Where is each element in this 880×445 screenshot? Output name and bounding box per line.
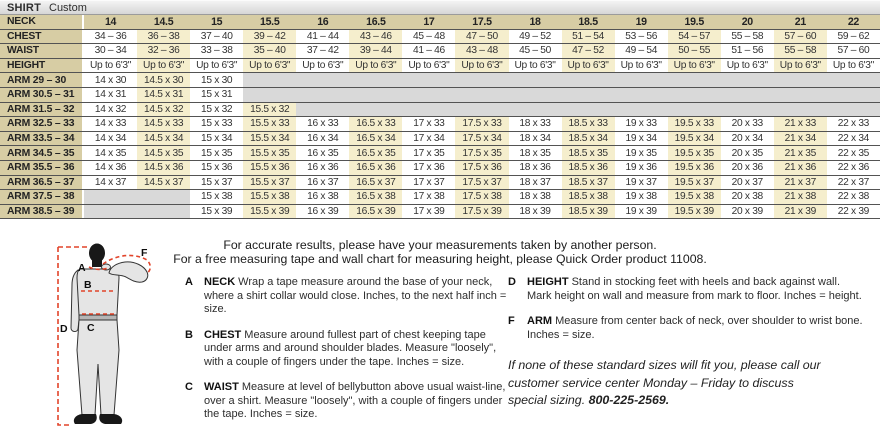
size-row <box>0 30 880 45</box>
size-cell <box>455 73 508 87</box>
instruction-height <box>508 276 864 303</box>
size-cell: 20 x 38 <box>721 190 774 204</box>
chart-subtitle: Custom <box>49 1 87 14</box>
instruction-term: HEIGHT <box>527 276 569 288</box>
row-label: ARM 31.5 – 32 <box>0 103 84 117</box>
row-label: HEIGHT <box>0 59 84 73</box>
size-cell: 21 x 36 <box>774 161 827 175</box>
instruction-text: Measure from center back of neck, over shoulder to wrist bone. Inches = size. <box>527 315 863 341</box>
size-cell <box>668 73 721 87</box>
instructions-column-1 <box>185 276 507 434</box>
size-cell: 18.5 x 36 <box>562 161 615 175</box>
size-cell: 17 x 38 <box>402 190 455 204</box>
size-row <box>0 88 880 103</box>
neck-size-header: 21 <box>774 15 827 29</box>
size-cell: 14 x 36 <box>84 161 137 175</box>
intro-line-1: For accurate results, please have your measurements taken by another person. <box>223 238 657 252</box>
size-cell: 14 x 31 <box>84 88 137 102</box>
size-cell: 16.5 x 36 <box>349 161 402 175</box>
size-cell: Up to 6'3" <box>349 59 402 73</box>
size-cell: Up to 6'3" <box>402 59 455 73</box>
size-cell: 16.5 x 38 <box>349 190 402 204</box>
size-cell: 21 x 33 <box>774 117 827 131</box>
instructions-column-2 <box>508 276 864 410</box>
size-row <box>0 44 880 59</box>
size-cell: 54 – 57 <box>668 30 721 44</box>
size-cell: Up to 6'3" <box>296 59 349 73</box>
size-cell: 14 x 34 <box>84 132 137 146</box>
figure-head <box>89 244 105 263</box>
size-cell: Up to 6'3" <box>190 59 243 73</box>
size-cell: 17.5 x 37 <box>455 176 508 190</box>
size-cell: 17.5 x 35 <box>455 146 508 160</box>
chart-title: SHIRT <box>7 1 41 14</box>
size-cell: 18 x 38 <box>509 190 562 204</box>
size-cell: 50 – 55 <box>668 44 721 58</box>
size-cell: 43 – 46 <box>349 30 402 44</box>
size-row <box>0 59 880 74</box>
instruction-waist <box>185 381 507 422</box>
size-cell: 14.5 x 30 <box>137 73 190 87</box>
size-cell: Up to 6'3" <box>615 59 668 73</box>
size-cell: 17.5 x 36 <box>455 161 508 175</box>
size-cell: 15.5 x 32 <box>243 103 296 117</box>
size-row <box>0 161 880 176</box>
size-cell: 47 – 52 <box>562 44 615 58</box>
size-cell: 39 – 44 <box>349 44 402 58</box>
size-cell: 16 x 39 <box>296 205 349 219</box>
size-cell <box>349 73 402 87</box>
size-cell: 55 – 58 <box>721 30 774 44</box>
size-cell: 18.5 x 33 <box>562 117 615 131</box>
size-cell: 33 – 38 <box>190 44 243 58</box>
size-cell: 15 x 37 <box>190 176 243 190</box>
size-cell: 22 x 38 <box>827 190 880 204</box>
size-cell: 21 x 35 <box>774 146 827 160</box>
size-cell <box>562 73 615 87</box>
size-cell: 19 x 39 <box>615 205 668 219</box>
neck-size-header: 14.5 <box>137 15 190 29</box>
size-cell: 19 x 37 <box>615 176 668 190</box>
row-label: ARM 34.5 – 35 <box>0 146 84 160</box>
size-cell: 21 x 37 <box>774 176 827 190</box>
size-cell <box>296 73 349 87</box>
size-cell: 15 x 31 <box>190 88 243 102</box>
size-cell: 55 – 58 <box>774 44 827 58</box>
size-cell: 19.5 x 36 <box>668 161 721 175</box>
size-cell: 14 x 30 <box>84 73 137 87</box>
size-cell <box>349 103 402 117</box>
size-cell: 18.5 x 37 <box>562 176 615 190</box>
instruction-text: Measure at level of bellybutton above usual waist-line, over a shirt. Measure "loosely", with a couple of fingers under the tape. Inches = size. <box>204 381 506 420</box>
size-cell <box>721 88 774 102</box>
size-cell: 20 x 33 <box>721 117 774 131</box>
size-cell: 16.5 x 34 <box>349 132 402 146</box>
size-cell <box>668 103 721 117</box>
row-label: CHEST <box>0 30 84 44</box>
neck-size-header: 17.5 <box>455 15 508 29</box>
measurement-figure <box>45 242 180 442</box>
size-cell <box>827 88 880 102</box>
size-cell <box>827 103 880 117</box>
size-cell <box>402 73 455 87</box>
size-cell: 21 x 39 <box>774 205 827 219</box>
size-cell: 51 – 54 <box>562 30 615 44</box>
instruction-term: WAIST <box>204 381 239 393</box>
size-cell: 22 x 34 <box>827 132 880 146</box>
size-cell <box>615 88 668 102</box>
size-cell: 15 x 39 <box>190 205 243 219</box>
size-cell <box>668 88 721 102</box>
size-cell: 18 x 35 <box>509 146 562 160</box>
note-line-1: If none of these standard sizes will fit you, please call our <box>508 358 821 372</box>
size-cell: 18 x 36 <box>509 161 562 175</box>
size-cell <box>774 88 827 102</box>
size-cell: 15 x 32 <box>190 103 243 117</box>
figure-illustration <box>45 242 180 442</box>
neck-size-header: 19 <box>615 15 668 29</box>
size-cell: 17 x 37 <box>402 176 455 190</box>
instruction-letter: A <box>185 276 193 288</box>
size-cell: 16 x 37 <box>296 176 349 190</box>
size-cell: 41 – 44 <box>296 30 349 44</box>
size-cell: 49 – 52 <box>509 30 562 44</box>
figure-label-c: C <box>87 322 95 334</box>
size-cell: 17 x 33 <box>402 117 455 131</box>
size-cell: 19 x 36 <box>615 161 668 175</box>
row-label: ARM 36.5 – 37 <box>0 176 84 190</box>
size-cell: 22 x 37 <box>827 176 880 190</box>
size-cell: 14 x 32 <box>84 103 137 117</box>
figure-label-f: F <box>141 247 148 259</box>
size-cell: 19.5 x 37 <box>668 176 721 190</box>
size-cell: 19 x 38 <box>615 190 668 204</box>
size-cell: 17.5 x 34 <box>455 132 508 146</box>
size-cell: 18.5 x 34 <box>562 132 615 146</box>
size-cell: 19.5 x 33 <box>668 117 721 131</box>
size-cell: 21 x 38 <box>774 190 827 204</box>
size-cell: 17 x 39 <box>402 205 455 219</box>
size-cell <box>509 88 562 102</box>
size-cell: 49 – 54 <box>615 44 668 58</box>
instruction-text: Wrap a tape measure around the base of your neck, where a shirt collar would close. Inches, to the next half inch = size. <box>204 276 507 315</box>
size-row <box>0 132 880 147</box>
size-cell: 32 – 36 <box>137 44 190 58</box>
size-cell: 16.5 x 33 <box>349 117 402 131</box>
size-cell: 15 x 36 <box>190 161 243 175</box>
size-cell: 15 x 34 <box>190 132 243 146</box>
size-cell: 34 – 36 <box>84 30 137 44</box>
size-cell: 15 x 33 <box>190 117 243 131</box>
size-cell: 16 x 35 <box>296 146 349 160</box>
special-sizing-note <box>508 357 864 410</box>
size-cell <box>615 73 668 87</box>
size-cell <box>615 103 668 117</box>
size-cell: 20 x 37 <box>721 176 774 190</box>
size-cell: 15.5 x 36 <box>243 161 296 175</box>
size-cell: 15.5 x 37 <box>243 176 296 190</box>
row-label: ARM 35.5 – 36 <box>0 161 84 175</box>
size-cell: 19.5 x 38 <box>668 190 721 204</box>
size-cell: 19.5 x 39 <box>668 205 721 219</box>
size-cell: 16 x 34 <box>296 132 349 146</box>
size-cell <box>243 88 296 102</box>
size-row <box>0 205 880 220</box>
size-row <box>0 176 880 191</box>
instruction-neck <box>185 276 507 317</box>
size-cell <box>721 103 774 117</box>
instruction-letter: F <box>508 315 515 327</box>
size-cell: 51 – 56 <box>721 44 774 58</box>
size-cell: 14 x 37 <box>84 176 137 190</box>
figure-left-shoe <box>74 414 97 424</box>
instruction-chest <box>185 329 507 370</box>
size-cell: Up to 6'3" <box>774 59 827 73</box>
neck-size-header: 18 <box>509 15 562 29</box>
size-cell: 15 x 30 <box>190 73 243 87</box>
size-row <box>0 73 880 88</box>
size-cell <box>721 73 774 87</box>
size-cell: 19 x 33 <box>615 117 668 131</box>
chart-titlebar <box>0 0 880 15</box>
size-cell: 20 x 39 <box>721 205 774 219</box>
size-cell: 14.5 x 31 <box>137 88 190 102</box>
size-cell: 17.5 x 38 <box>455 190 508 204</box>
size-cell <box>562 88 615 102</box>
size-cell: 16 x 38 <box>296 190 349 204</box>
neck-size-header: 14 <box>84 15 137 29</box>
size-cell: 20 x 35 <box>721 146 774 160</box>
size-cell: 19 x 35 <box>615 146 668 160</box>
instruction-term: NECK <box>204 276 236 288</box>
size-cell: 37 – 42 <box>296 44 349 58</box>
size-cell: 22 x 33 <box>827 117 880 131</box>
size-cell: Up to 6'3" <box>721 59 774 73</box>
figure-label-b: B <box>84 279 92 291</box>
neck-size-header: 22 <box>827 15 880 29</box>
size-cell: 16.5 x 35 <box>349 146 402 160</box>
size-cell: 14.5 x 37 <box>137 176 190 190</box>
instruction-text: Measure around fullest part of chest keeping tape under arms and around shoulder blades. Measure "loosely", with a couple of fingers under the tape. Inches = size. <box>204 328 497 368</box>
note-line-3: special sizing. 800-225-2569. <box>508 393 670 407</box>
size-cell: 22 x 39 <box>827 205 880 219</box>
size-cell <box>137 205 190 219</box>
size-cell: Up to 6'3" <box>509 59 562 73</box>
size-cell: 17 x 36 <box>402 161 455 175</box>
size-row <box>0 117 880 132</box>
row-label: ARM 37.5 – 38 <box>0 190 84 204</box>
instruction-term: CHEST <box>204 328 242 341</box>
size-cell: 14.5 x 35 <box>137 146 190 160</box>
size-cell: Up to 6'3" <box>827 59 880 73</box>
size-cell: 14.5 x 34 <box>137 132 190 146</box>
intro-text <box>140 239 740 266</box>
size-cell: 14.5 x 33 <box>137 117 190 131</box>
size-cell: 36 – 38 <box>137 30 190 44</box>
size-chart-body <box>0 15 880 219</box>
figure-torso <box>77 269 119 315</box>
size-cell: 57 – 60 <box>774 30 827 44</box>
neck-size-header: 15 <box>190 15 243 29</box>
size-cell: 19 x 34 <box>615 132 668 146</box>
size-cell: 43 – 48 <box>455 44 508 58</box>
row-label: ARM 30.5 – 31 <box>0 88 84 102</box>
size-cell: 16.5 x 37 <box>349 176 402 190</box>
size-cell <box>774 103 827 117</box>
size-cell <box>296 103 349 117</box>
size-cell: 45 – 50 <box>509 44 562 58</box>
size-cell <box>402 88 455 102</box>
row-label: ARM 33.5 – 34 <box>0 132 84 146</box>
size-cell: 18 x 33 <box>509 117 562 131</box>
size-cell <box>243 73 296 87</box>
neck-size-header: 16.5 <box>349 15 402 29</box>
figure-label-a: A <box>78 262 86 274</box>
size-cell: 18 x 39 <box>509 205 562 219</box>
size-cell: 47 – 50 <box>455 30 508 44</box>
size-cell: 14.5 x 32 <box>137 103 190 117</box>
instruction-letter: D <box>508 276 516 288</box>
size-cell: 20 x 34 <box>721 132 774 146</box>
figure-right-shoe <box>99 414 122 424</box>
instruction-text: Stand in stocking feet with heels and back against wall. Mark height on wall and measure from mark to floor. Inches = height. <box>527 276 862 302</box>
size-cell: 22 x 36 <box>827 161 880 175</box>
size-cell: 21 x 34 <box>774 132 827 146</box>
size-cell: 41 – 46 <box>402 44 455 58</box>
size-cell: 20 x 36 <box>721 161 774 175</box>
size-cell: 37 – 40 <box>190 30 243 44</box>
neck-header-row <box>0 15 880 30</box>
size-cell: 19.5 x 34 <box>668 132 721 146</box>
row-label: ARM 38.5 – 39 <box>0 205 84 219</box>
instruction-letter: B <box>185 328 193 341</box>
size-cell <box>509 103 562 117</box>
instruction-letter: C <box>185 381 193 393</box>
size-cell: 39 – 42 <box>243 30 296 44</box>
figure-waistband <box>79 315 117 320</box>
size-cell <box>562 103 615 117</box>
size-cell: 15.5 x 34 <box>243 132 296 146</box>
size-cell: 22 x 35 <box>827 146 880 160</box>
size-cell: Up to 6'3" <box>668 59 721 73</box>
size-cell: 14 x 35 <box>84 146 137 160</box>
size-cell: 19.5 x 35 <box>668 146 721 160</box>
size-cell: 17 x 34 <box>402 132 455 146</box>
size-cell: 16 x 36 <box>296 161 349 175</box>
size-cell <box>296 88 349 102</box>
size-cell: Up to 6'3" <box>562 59 615 73</box>
neck-size-header: 19.5 <box>668 15 721 29</box>
instruction-term: ARM <box>527 315 553 327</box>
size-cell: 15 x 38 <box>190 190 243 204</box>
size-cell <box>84 190 137 204</box>
size-cell: 16 x 33 <box>296 117 349 131</box>
size-cell: 59 – 62 <box>827 30 880 44</box>
size-cell <box>455 103 508 117</box>
size-cell: 30 – 34 <box>84 44 137 58</box>
row-label: ARM 32.5 – 33 <box>0 117 84 131</box>
size-row <box>0 190 880 205</box>
size-cell: 14.5 x 36 <box>137 161 190 175</box>
size-cell: Up to 6'3" <box>243 59 296 73</box>
size-cell: 18 x 34 <box>509 132 562 146</box>
size-cell: 14 x 33 <box>84 117 137 131</box>
size-cell: 17.5 x 33 <box>455 117 508 131</box>
size-cell <box>827 73 880 87</box>
size-cell <box>402 103 455 117</box>
figure-legs <box>77 320 119 415</box>
size-cell <box>84 205 137 219</box>
neck-size-header: 16 <box>296 15 349 29</box>
row-label: NECK <box>0 15 84 29</box>
neck-size-header: 18.5 <box>562 15 615 29</box>
size-cell: 18.5 x 39 <box>562 205 615 219</box>
size-cell: Up to 6'3" <box>137 59 190 73</box>
size-cell: 18.5 x 38 <box>562 190 615 204</box>
size-cell: 57 – 60 <box>827 44 880 58</box>
phone-number: 800-225-2569. <box>588 393 670 407</box>
size-cell: 15.5 x 38 <box>243 190 296 204</box>
size-cell <box>349 88 402 102</box>
size-cell: 53 – 56 <box>615 30 668 44</box>
size-cell: Up to 6'3" <box>455 59 508 73</box>
size-cell: 15.5 x 35 <box>243 146 296 160</box>
neck-size-header: 20 <box>721 15 774 29</box>
size-cell: Up to 6'3" <box>84 59 137 73</box>
size-cell <box>509 73 562 87</box>
figure-label-d: D <box>60 323 68 335</box>
size-cell: 18 x 37 <box>509 176 562 190</box>
row-label: ARM 29 – 30 <box>0 73 84 87</box>
neck-size-header: 15.5 <box>243 15 296 29</box>
size-cell <box>137 190 190 204</box>
size-cell <box>455 88 508 102</box>
size-cell: 15.5 x 33 <box>243 117 296 131</box>
size-cell: 18.5 x 35 <box>562 146 615 160</box>
instruction-arm <box>508 315 864 342</box>
size-cell: 15.5 x 39 <box>243 205 296 219</box>
size-cell: 15 x 35 <box>190 146 243 160</box>
size-cell: 17.5 x 39 <box>455 205 508 219</box>
size-cell: 45 – 48 <box>402 30 455 44</box>
size-cell: 16.5 x 39 <box>349 205 402 219</box>
row-label: WAIST <box>0 44 84 58</box>
size-cell <box>774 73 827 87</box>
size-row <box>0 146 880 161</box>
size-row <box>0 103 880 118</box>
neck-size-header: 17 <box>402 15 455 29</box>
size-cell: 35 – 40 <box>243 44 296 58</box>
note-line-2: customer service center Monday – Friday to discuss <box>508 375 794 390</box>
intro-line-2: For a free measuring tape and wall chart for measuring height, please Quick Order product 11008. <box>173 251 707 266</box>
size-cell: 17 x 35 <box>402 146 455 160</box>
size-chart <box>0 0 880 219</box>
